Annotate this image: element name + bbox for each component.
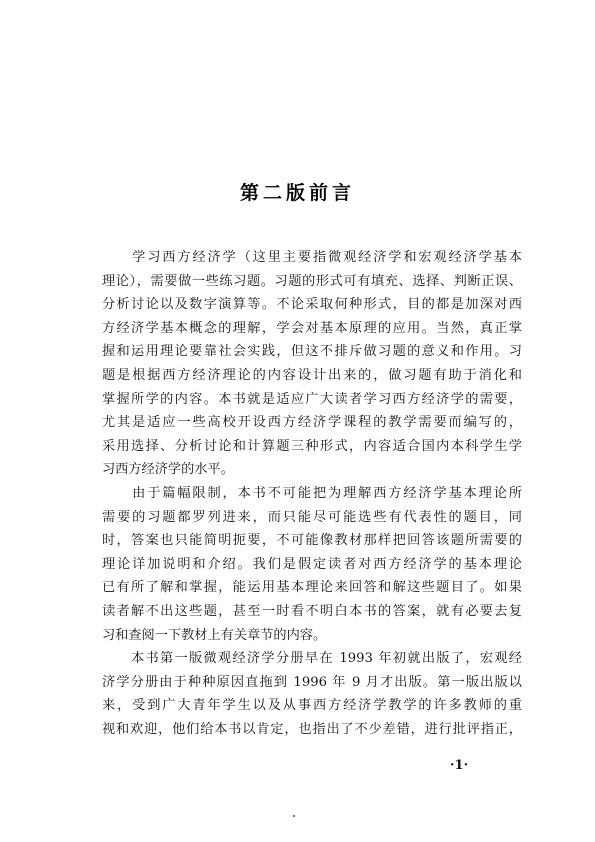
text-line: 本书第一版微观经济学分册早在 1993 年初就出版了，宏观经 (102, 651, 522, 667)
text-line: 济学分册由于种种原因直拖到 1996 年 9 月才出版。第一版出版以 (102, 674, 522, 690)
text-line: 读者解不出这些题，甚至一时看不明白本书的答案，就有必要去复 (102, 603, 522, 619)
body-text (102, 246, 522, 741)
text-line: 需要的习题都罗列进来，而只能尽可能选些有代表性的题目，同 (102, 509, 522, 525)
text-line: 掌握所学的内容。本书就是适应广大读者学习西方经济学的需要， (102, 391, 522, 407)
paragraph-3 (102, 647, 522, 741)
text-line: 分析讨论以及数字演算等。不论采取何种形式，目的都是加深对西 (102, 297, 522, 313)
text-line: 采用选择、分析讨论和计算题三种形式，内容适合国内本科学生学 (102, 438, 522, 454)
text-line: 习和查阅一下教材上有关章节的内容。 (102, 627, 327, 643)
text-line: 由于篇幅限制，本书不可能把为理解西方经济学基本理论所 (102, 485, 522, 501)
text-line: 视和欢迎，他们给本书以肯定，也指出了不少差错，进行批评指正， (102, 721, 522, 737)
text-line: 握和运用理论要靠社会实践，但这不排斥做习题的意义和作用。习 (102, 344, 522, 360)
text-line: 习西方经济学的水平。 (102, 462, 234, 478)
text-line: 理论），需要做一些练习题。习题的形式可有填充、选择、判断正误、 (102, 273, 522, 289)
text-line: 题是根据西方经济理论的内容设计出来的，做习题有助于消化和 (102, 367, 522, 383)
scan-speck (293, 815, 295, 817)
text-line: 已有所了解和掌握，能运用基本理论来回答和解这些题目了。如果 (102, 580, 522, 596)
paragraph-2 (102, 482, 522, 647)
text-line: 时，答案也只能简明扼要，不可能像教材那样把回答该题所需要的 (102, 533, 522, 549)
text-line: 来，受到广大青年学生以及从事西方经济学教学的许多教师的重 (102, 698, 522, 714)
text-line: 理论详加说明和介绍。我们是假定读者对西方经济学的基本理论 (102, 556, 522, 572)
text-line: 尤其是适应一些高校开设西方经济学课程的教学需要而编写的， (102, 415, 522, 431)
page-number: ·1· (450, 758, 469, 773)
text-line: 方经济学基本概念的理解，学会对基本原理的应用。当然，真正掌 (102, 320, 522, 336)
text-line: 学习西方经济学（这里主要指微观经济学和宏观经济学基本 (102, 250, 522, 265)
paragraph-1 (102, 246, 522, 482)
page-title: 第二版前言 (239, 182, 355, 204)
